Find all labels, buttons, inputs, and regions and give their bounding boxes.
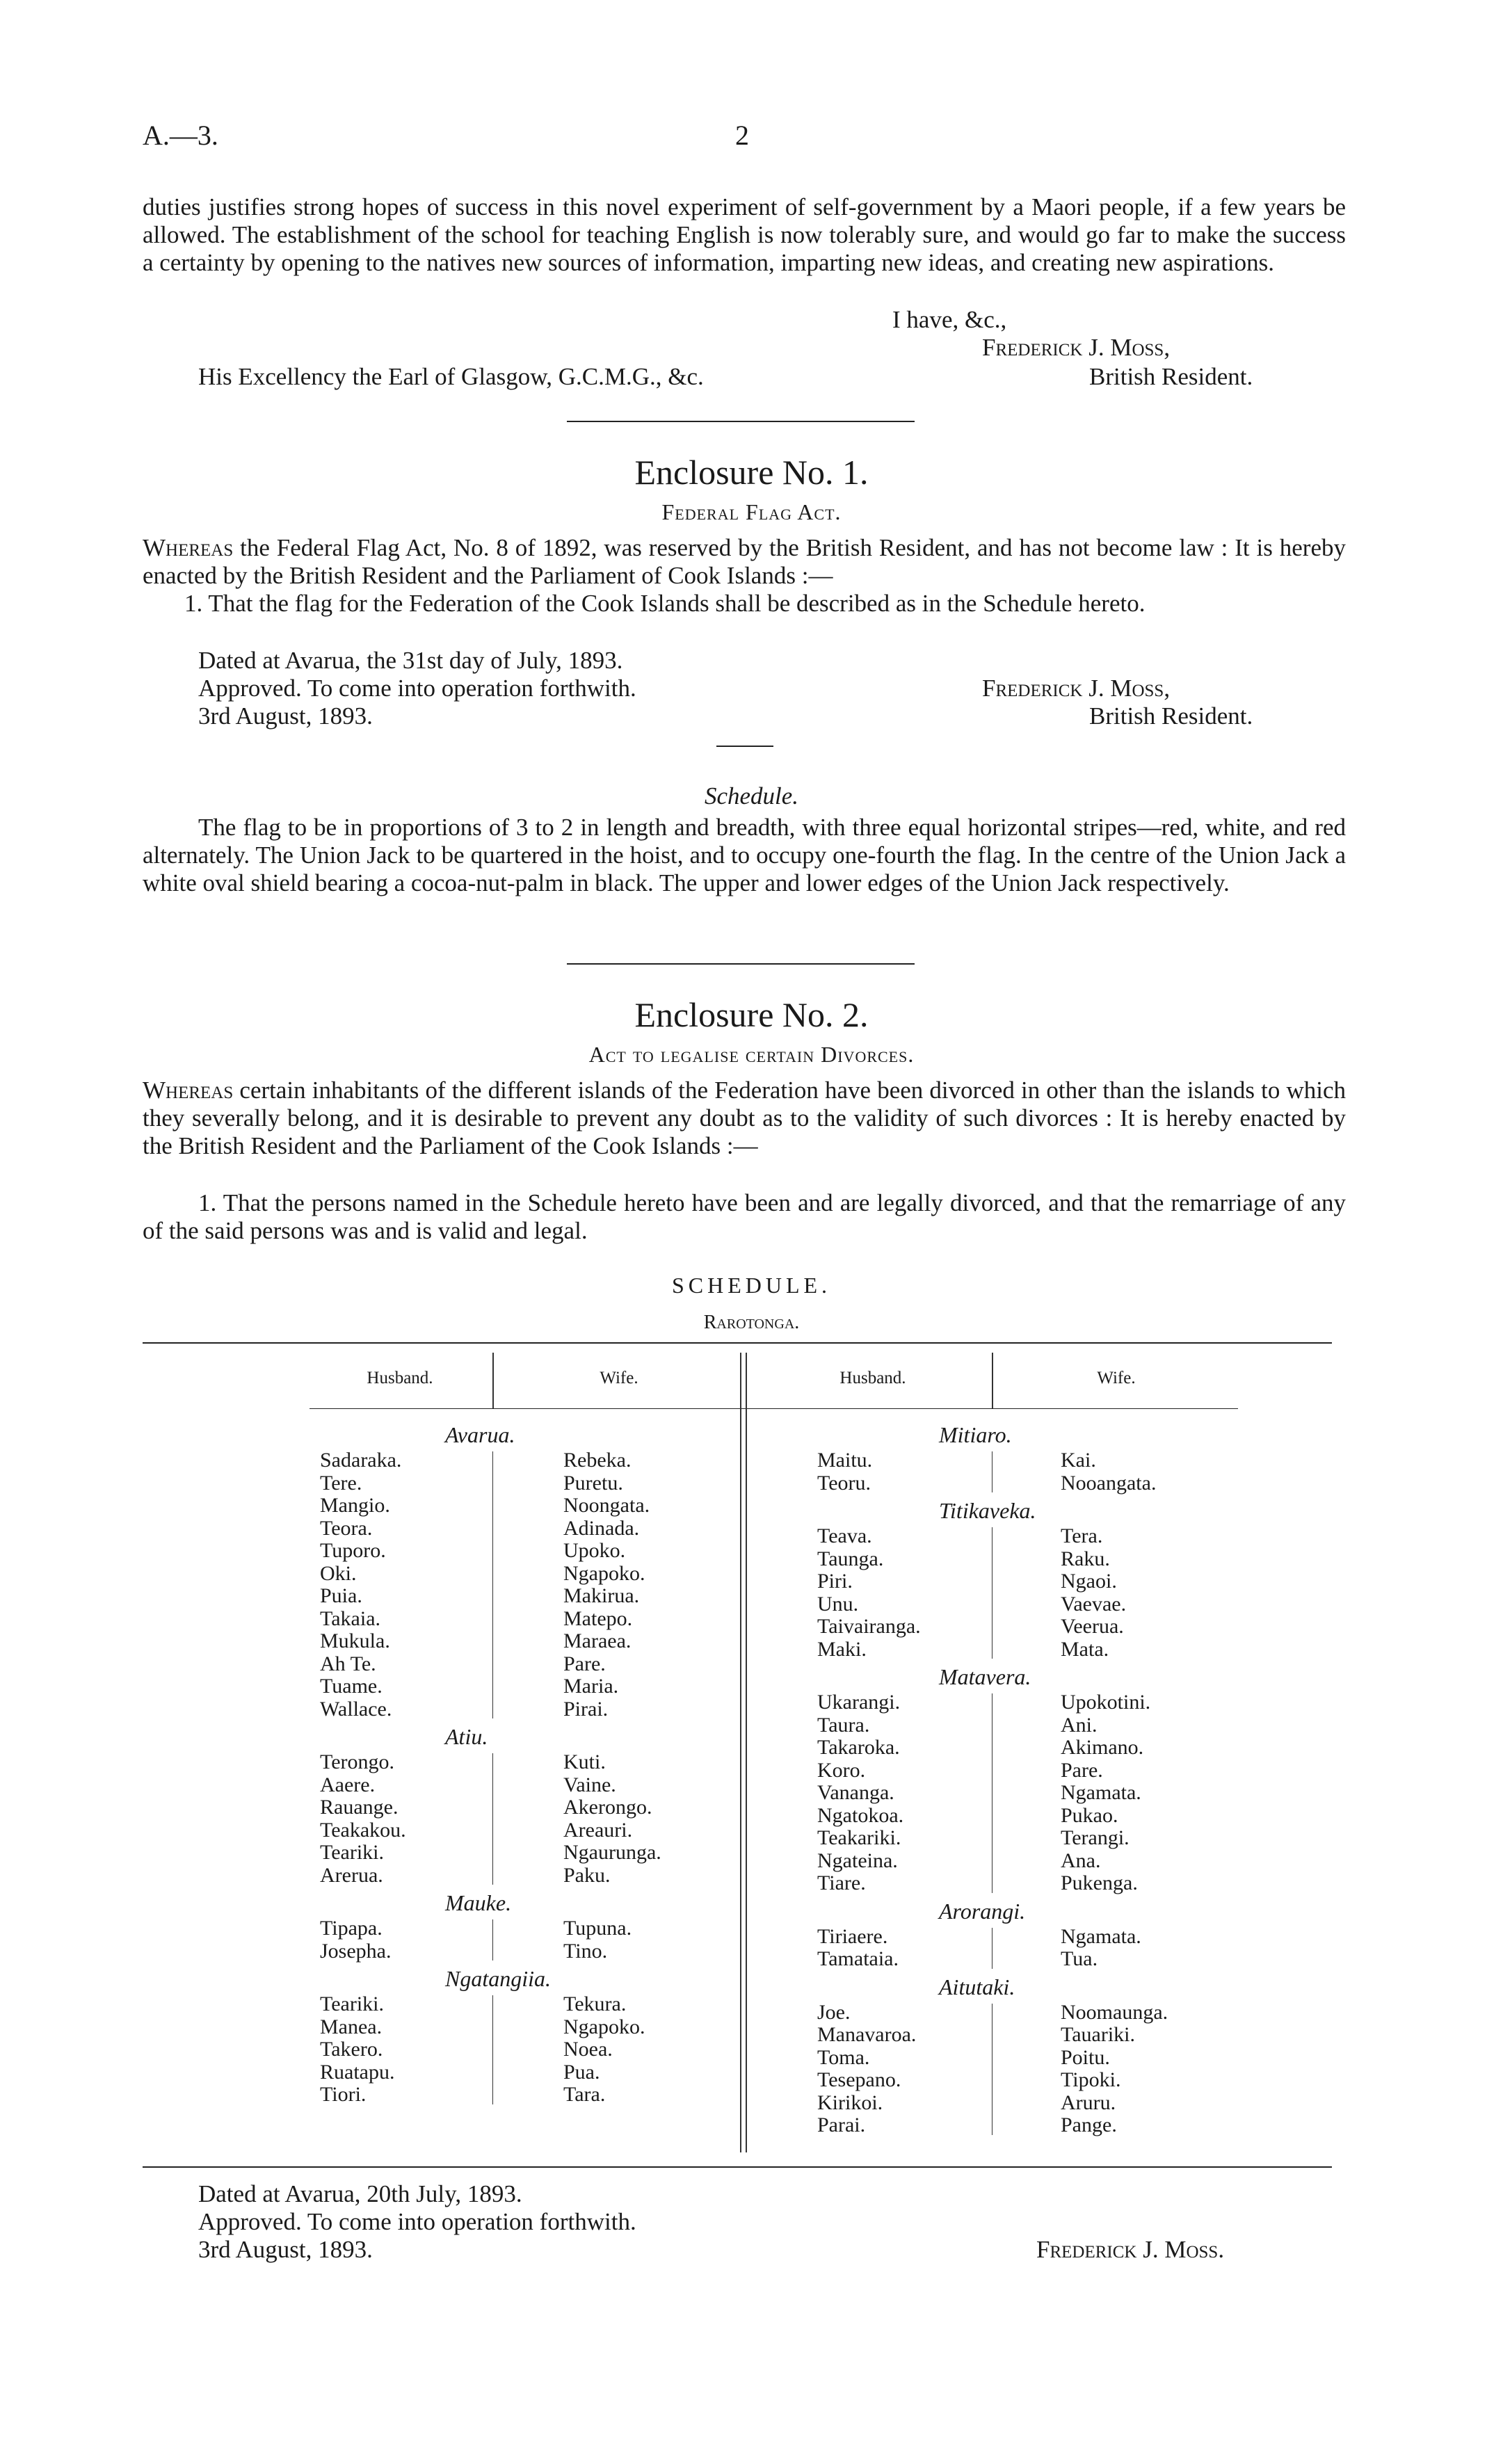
- enclosure-2-preamble: [143, 1077, 1346, 1160]
- wife-name: Pua.: [563, 2060, 600, 2084]
- wife-name: Kai.: [1061, 1449, 1096, 1472]
- document-reference: A.—3.: [143, 120, 218, 151]
- wife-name: Makirua.: [563, 1584, 640, 1607]
- husband-name: Tiare.: [817, 1871, 866, 1894]
- enclosure-1-date: 3rd August, 1893.: [198, 702, 373, 730]
- wife-name: Upokotini.: [1061, 1691, 1151, 1714]
- table-center-divider-a: [740, 1353, 741, 2152]
- section-divider: [567, 421, 915, 422]
- wife-name: Puretu.: [563, 1471, 623, 1495]
- husband-name: Tere.: [320, 1471, 362, 1495]
- wife-name: Akimano.: [1061, 1736, 1144, 1759]
- letter-closing: I have, &c.,: [892, 306, 1007, 333]
- husband-name: Koro.: [817, 1758, 866, 1782]
- whereas-word-2: Whereas: [143, 1077, 234, 1104]
- husband-name: Mukula.: [320, 1629, 390, 1652]
- wife-name: Pukao.: [1061, 1803, 1118, 1827]
- page-number: 2: [735, 120, 749, 151]
- husband-name: Tuporo.: [320, 1539, 386, 1562]
- wife-name: Tauariki.: [1061, 2023, 1136, 2046]
- enclosure-2-clause: 1. That the persons named in the Schedule hereto have been and are legally divorced, and that the remarriage of any of the said persons was and is valid and legal.: [143, 1189, 1346, 1244]
- husband-name: Maitu.: [817, 1449, 873, 1472]
- wife-name: Ngaurunga.: [563, 1841, 661, 1864]
- wife-name: Nooangata.: [1061, 1471, 1157, 1495]
- wife-name: Tara.: [563, 2083, 606, 2106]
- wife-name: Upoko.: [563, 1539, 626, 1562]
- husband-name: Oki.: [320, 1561, 357, 1585]
- header-divider: [492, 1353, 494, 1408]
- husband-name: Takero.: [320, 2038, 383, 2061]
- wife-name: Ngapoko.: [563, 1561, 645, 1585]
- wife-name: Vaine.: [563, 1773, 616, 1796]
- wife-name: Ngamata.: [1061, 1924, 1141, 1948]
- husband-name: Ukarangi.: [817, 1691, 901, 1714]
- husband-name: Terongo.: [320, 1750, 395, 1773]
- short-divider: [716, 746, 773, 747]
- husband-name: Taunga.: [817, 1547, 884, 1570]
- wife-name: Ani.: [1061, 1713, 1098, 1737]
- schedule-subheading: Rarotonga.: [703, 1312, 800, 1333]
- section-divider-2: [567, 963, 915, 965]
- enclosure-1-preamble: [143, 534, 1346, 590]
- schedule-title: SCHEDULE.: [671, 1273, 832, 1298]
- husband-name: Teakakou.: [320, 1818, 406, 1842]
- wife-name: Maraea.: [563, 1629, 632, 1652]
- whereas-word: Whereas: [143, 534, 234, 561]
- wife-name: Pare.: [563, 1652, 606, 1675]
- wife-name: Noongata.: [563, 1494, 650, 1517]
- husband-name: Puia.: [320, 1584, 362, 1607]
- schedule-text: The flag to be in proportions of 3 to 2 in length and breadth, with three equal horizontal stripes—red, white, and red alternately. The Union Jack to be quartered in the hoist, and to occupy one-fourth the flag. In the centre of the Union Jack a white oval shield bearing a cocoa-nut-palm in black. The upper and lower edges of the Union Jack respectively.: [143, 814, 1346, 896]
- letter-signature-title: British Resident.: [1089, 363, 1253, 390]
- husband-name: Sadaraka.: [320, 1449, 402, 1472]
- husband-name: Joe.: [817, 2000, 851, 2024]
- table-center-divider-b: [746, 1353, 747, 2152]
- wife-name: Ngamata.: [1061, 1781, 1141, 1804]
- wife-name: Akerongo.: [563, 1796, 652, 1819]
- wife-name: Raku.: [1061, 1547, 1110, 1570]
- husband-name: Tiriaere.: [817, 1924, 888, 1948]
- husband-name: Manavaroa.: [817, 2023, 917, 2046]
- group-heading: Atiu.: [445, 1724, 488, 1749]
- wife-name: Tua.: [1061, 1947, 1098, 1970]
- wife-name: Aruru.: [1061, 2091, 1116, 2114]
- wife-name: Vaevae.: [1061, 1592, 1127, 1616]
- enclosure-2-signature: Frederick J. Moss.: [1036, 2236, 1225, 2263]
- wife-name: Ngaoi.: [1061, 1570, 1117, 1593]
- enclosure-2-subtitle: Act to legalise certain Divorces.: [588, 1042, 915, 1067]
- preamble-text: the Federal Flag Act, No. 8 of 1892, was reserved by the British Resident, and has not become law : It is hereby enacted by the British Resident and the Parliament of Cook Islands :—: [143, 534, 1346, 589]
- letter-paragraph: duties justifies strong hopes of success in this novel experiment of self-government by a Maori people, if a few years be allowed. The establishment of the school for teaching English is now tolerably sure, and would go far to make the success a certainty by opening to the natives new sources of information, imparting new ideas, and creating new aspirations.: [143, 193, 1346, 276]
- wife-name: Veerua.: [1061, 1615, 1124, 1638]
- letter-signature: Frederick J. Moss,: [982, 334, 1171, 361]
- group-heading: Mauke.: [445, 1890, 512, 1915]
- husband-name: Taura.: [817, 1713, 870, 1737]
- group-heading: Arorangi.: [939, 1898, 1026, 1924]
- husband-name: Ruatapu.: [320, 2060, 395, 2084]
- wife-name: Kuti.: [563, 1750, 606, 1773]
- header-wife-left: Wife.: [600, 1369, 638, 1387]
- husband-name: Taivairanga.: [817, 1615, 921, 1638]
- wife-name: Maria.: [563, 1675, 619, 1698]
- enclosure-2-title: Enclosure No. 2.: [634, 995, 869, 1034]
- enclosure-1-clause: 1. That the flag for the Federation of the Cook Islands shall be described as in the Schedule hereto.: [184, 590, 1146, 617]
- group-heading: Matavera.: [939, 1664, 1031, 1689]
- group-heading: Mitiaro.: [939, 1422, 1012, 1447]
- table-header-rule: [310, 1408, 1238, 1409]
- husband-name: Teariki.: [320, 1992, 385, 2015]
- husband-name: Parai.: [817, 2113, 866, 2136]
- wife-name: Pare.: [1061, 1758, 1103, 1782]
- husband-name: Teava.: [817, 1524, 872, 1547]
- husband-name: Teora.: [320, 1516, 373, 1540]
- husband-name: Piri.: [817, 1570, 853, 1593]
- table-top-rule: [143, 1342, 1332, 1344]
- husband-name: Ngatokoa.: [817, 1803, 904, 1827]
- wife-name: Pukenga.: [1061, 1871, 1138, 1894]
- schedule-heading: Schedule.: [704, 782, 799, 810]
- husband-name: Unu.: [817, 1592, 859, 1616]
- wife-name: Ngapoko.: [563, 2015, 645, 2038]
- wife-name: Rebeka.: [563, 1449, 632, 1472]
- husband-name: Tipapa.: [320, 1917, 383, 1940]
- wife-name: Adinada.: [563, 1516, 640, 1540]
- enclosure-1-subtitle: Federal Flag Act.: [661, 499, 842, 524]
- enclosure-1-signature: Frederick J. Moss,: [982, 675, 1171, 702]
- wife-name: Poitu.: [1061, 2045, 1110, 2069]
- wife-name: Ana.: [1061, 1849, 1101, 1872]
- wife-name: Paku.: [563, 1863, 611, 1887]
- wife-name: Noomaunga.: [1061, 2000, 1168, 2024]
- wife-name: Tekura.: [563, 1992, 627, 2015]
- wife-name: Mata.: [1061, 1637, 1109, 1661]
- wife-name: Pange.: [1061, 2113, 1117, 2136]
- group-heading: Aitutaki.: [939, 1974, 1015, 1999]
- pair-divider: [492, 1995, 493, 2104]
- wife-name: Areauri.: [563, 1818, 633, 1842]
- enclosure-2-date: 3rd August, 1893.: [198, 2236, 373, 2263]
- wife-name: Pirai.: [563, 1697, 609, 1721]
- husband-name: Teakariki.: [817, 1826, 901, 1849]
- husband-name: Mangio.: [320, 1494, 390, 1517]
- wife-name: Tera.: [1061, 1524, 1103, 1547]
- husband-name: Ah Te.: [320, 1652, 376, 1675]
- group-heading: Avarua.: [445, 1422, 515, 1447]
- wife-name: Tupuna.: [563, 1917, 632, 1940]
- header-wife-right: Wife.: [1097, 1369, 1136, 1387]
- husband-name: Ngateina.: [817, 1849, 898, 1872]
- enclosure-1-dated: Dated at Avarua, the 31st day of July, 1893.: [198, 647, 623, 674]
- husband-name: Wallace.: [320, 1697, 392, 1721]
- husband-name: Maki.: [817, 1637, 867, 1661]
- husband-name: Rauange.: [320, 1796, 399, 1819]
- husband-name: Takaia.: [320, 1607, 381, 1630]
- group-heading: Ngatangiia.: [445, 1966, 552, 1991]
- pair-divider: [492, 1919, 493, 1960]
- husband-name: Josepha.: [320, 1939, 392, 1963]
- group-heading: Titikaveka.: [939, 1498, 1036, 1523]
- wife-name: Terangi.: [1061, 1826, 1130, 1849]
- preamble-text-2: certain inhabitants of the different islands of the Federation have been divorced in other than the islands to which they severally belong, and it is desirable to prevent any doubt as to the validity of such divorces : It is hereby enacted by the British Resident and the Parliament of the Cook Islands :—: [143, 1077, 1346, 1159]
- pair-divider: [492, 1451, 493, 1718]
- husband-name: Tesepano.: [817, 2068, 901, 2091]
- pair-divider: [492, 1753, 493, 1885]
- husband-name: Tiori.: [320, 2083, 367, 2106]
- enclosure-1-title: Enclosure No. 1.: [634, 453, 869, 492]
- husband-name: Aaere.: [320, 1773, 376, 1796]
- header-husband-left: Husband.: [367, 1369, 433, 1387]
- wife-name: Noea.: [563, 2038, 613, 2061]
- header-divider-right: [992, 1353, 993, 1408]
- wife-name: Tino.: [563, 1939, 608, 1963]
- husband-name: Manea.: [320, 2015, 383, 2038]
- husband-name: Arerua.: [320, 1863, 383, 1887]
- table-bottom-rule: [143, 2166, 1332, 2168]
- husband-name: Tamataia.: [817, 1947, 899, 1970]
- enclosure-1-approved: Approved. To come into operation forthwith.: [198, 675, 636, 702]
- header-husband-right: Husband.: [839, 1369, 906, 1387]
- husband-name: Teoru.: [817, 1471, 871, 1495]
- husband-name: Kirikoi.: [817, 2091, 883, 2114]
- wife-name: Matepo.: [563, 1607, 633, 1630]
- enclosure-1-signature-title: British Resident.: [1089, 702, 1253, 730]
- husband-name: Toma.: [817, 2045, 870, 2069]
- enclosure-2-dated: Dated at Avarua, 20th July, 1893.: [198, 2180, 522, 2207]
- husband-name: Takaroka.: [817, 1736, 900, 1759]
- wife-name: Tipoki.: [1061, 2068, 1121, 2091]
- letter-addressee: His Excellency the Earl of Glasgow, G.C.M.G., &c.: [198, 363, 704, 390]
- husband-name: Tuame.: [320, 1675, 383, 1698]
- enclosure-2-approved: Approved. To come into operation forthwith.: [198, 2208, 636, 2235]
- husband-name: Teariki.: [320, 1841, 385, 1864]
- husband-name: Vananga.: [817, 1781, 894, 1804]
